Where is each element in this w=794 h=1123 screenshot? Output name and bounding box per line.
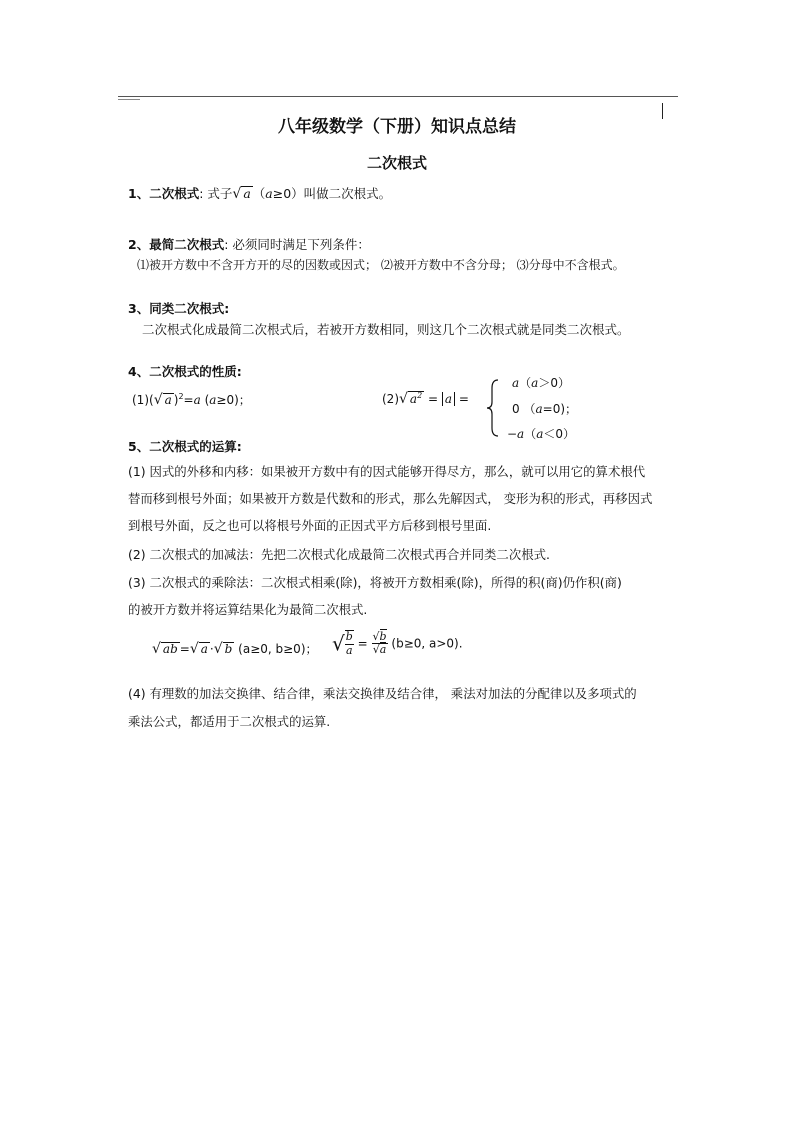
- sqrt-symbol: √: [232, 186, 242, 202]
- sqrt-symbol: √: [189, 641, 199, 657]
- item-colon: :: [236, 439, 242, 454]
- sqrt-symbol: √: [152, 641, 161, 657]
- radicand: a: [379, 643, 387, 657]
- operation-4-line-1: (4) 有理数的加法交换律、结合律，乘法交换律及结合律， 乘法对加法的分配律以及多项式的: [128, 686, 637, 701]
- formula-part: =: [424, 392, 442, 406]
- definition-2: [128, 235, 370, 253]
- formula-part: 0: [512, 402, 520, 416]
- absolute-value: a: [442, 392, 455, 406]
- variable: a: [265, 186, 273, 201]
- item-number: 3、: [128, 301, 150, 316]
- property-1: [132, 391, 251, 408]
- definition-3: [128, 299, 229, 317]
- operation-2: (2) 二次根式的加减法：先把二次根式化成最简二次根式再合并同类二次根式.: [128, 547, 550, 562]
- sqrt-symbol: √: [399, 391, 408, 407]
- item-heading: 二次根式: [149, 186, 200, 201]
- operation-1-line-1: (1) 因式的外移和内移：如果被开方数中有的因式能够开得尽方，那么，就可以用它的算术根代: [128, 464, 646, 479]
- formula-part: ＜0）: [543, 427, 576, 441]
- item-number: 4、: [128, 364, 150, 379]
- formula-part: (1)(: [132, 393, 154, 407]
- variable: a: [193, 393, 201, 407]
- item-colon: :: [236, 364, 242, 379]
- numerator: b: [345, 630, 353, 643]
- formula-part: (b≥0, a>0).: [387, 636, 463, 651]
- item-text: : 必须同时满足下列条件：: [224, 237, 370, 252]
- section-title: 二次根式: [366, 154, 427, 172]
- item-heading: 最简二次根式: [149, 237, 225, 252]
- item-number: 1、: [128, 186, 150, 201]
- variable: a: [536, 427, 544, 441]
- product-rule-formula: [152, 640, 318, 657]
- radicand: ab: [162, 642, 178, 656]
- item-text: ≥0）叫做二次根式。: [272, 186, 392, 201]
- formula-part: ＞0）: [538, 376, 570, 390]
- denominator: [372, 644, 388, 657]
- radicand: b: [379, 629, 387, 643]
- item-text: （: [252, 186, 266, 201]
- operation-3-line-1: (3) 二次根式的乘除法：二次根式相乘(除)，将被开方数相乘(除)，所得的积(商)仍作积(商): [128, 575, 622, 590]
- definition-5: [128, 437, 242, 455]
- item-colon: :: [224, 301, 230, 316]
- formula-part: ≥0)；: [216, 393, 251, 407]
- formula-part: =: [455, 392, 469, 406]
- variable: a: [209, 393, 217, 407]
- sqrt-symbol: √: [213, 641, 223, 657]
- exponent: 2: [178, 392, 184, 401]
- definition-1: [128, 184, 391, 202]
- variable: −a: [507, 427, 525, 441]
- sqrt-symbol: √: [372, 643, 380, 657]
- item-number: 2、: [128, 237, 150, 252]
- formula-part: (2): [382, 392, 399, 406]
- formula-part: =: [179, 642, 190, 656]
- variable: a: [531, 376, 539, 390]
- item-heading: 同类二次根式: [149, 301, 225, 316]
- sqrt-symbol: √: [332, 631, 345, 656]
- definition-4: [128, 362, 242, 380]
- formula-part: ·: [209, 642, 214, 656]
- formula-part: ): [173, 393, 179, 407]
- formula-part: =: [183, 393, 194, 407]
- operation-1-line-3: 到根号外面，反之也可以将根号外面的正因式平方后移到根号里面.: [128, 518, 492, 533]
- operation-1-line-2: 替而移到根号外面；如果被开方数是代数和的形式，那么先解因式， 变形为积的形式，再移因式: [128, 491, 653, 506]
- conditions-line: ⑴被开方数中不含开方开的尽的因数或因式； ⑵被开方数中不含分母； ⑶分母中不含根式。: [137, 258, 625, 272]
- header-mark: [118, 99, 140, 100]
- formula-part: (a≥0, b≥0)；: [234, 642, 318, 656]
- page-title: 八年级数学（下册）知识点总结: [278, 117, 516, 137]
- similar-radicals-text: 二次根式化成最简二次根式后，若被开方数相同，则这几个二次根式就是同类二次根式。: [142, 322, 630, 337]
- fraction: [372, 631, 388, 657]
- case-positive: [512, 374, 570, 391]
- formula-part: =0)；: [542, 402, 578, 416]
- radicand: b: [224, 642, 233, 656]
- formula-part: （: [523, 402, 536, 416]
- property-2: [382, 391, 469, 407]
- quotient-rule-formula: [332, 630, 463, 657]
- case-negative: [507, 425, 575, 442]
- variable: a: [409, 392, 418, 406]
- sqrt-symbol: √: [372, 629, 380, 643]
- radicand: a: [200, 642, 208, 656]
- radicand: [408, 391, 424, 406]
- radicand: a: [164, 393, 172, 407]
- item-heading: 二次根式的性质: [149, 364, 237, 379]
- variable: a: [512, 376, 520, 390]
- exponent: 2: [417, 391, 423, 400]
- formula-part: (: [200, 393, 210, 407]
- formula-part: =: [357, 636, 368, 651]
- left-brace-icon: [486, 378, 502, 438]
- denominator: a: [345, 643, 353, 657]
- operation-3-line-2: 的被开方数并将运算结果化为最简二次根式.: [128, 602, 368, 617]
- fraction: [345, 630, 354, 657]
- radicand: a: [243, 186, 251, 201]
- item-text: : 式子: [199, 186, 233, 201]
- formula-part: （: [519, 376, 532, 390]
- item-heading: 二次根式的运算: [149, 439, 237, 454]
- sqrt-symbol: √: [153, 392, 163, 408]
- operation-4-line-2: 乘法公式，都适用于二次根式的运算.: [128, 714, 331, 729]
- formula-part: （: [524, 427, 537, 441]
- variable: a: [535, 402, 543, 416]
- item-number: 5、: [128, 439, 150, 454]
- case-zero: [512, 400, 577, 417]
- header-rule: [118, 96, 678, 97]
